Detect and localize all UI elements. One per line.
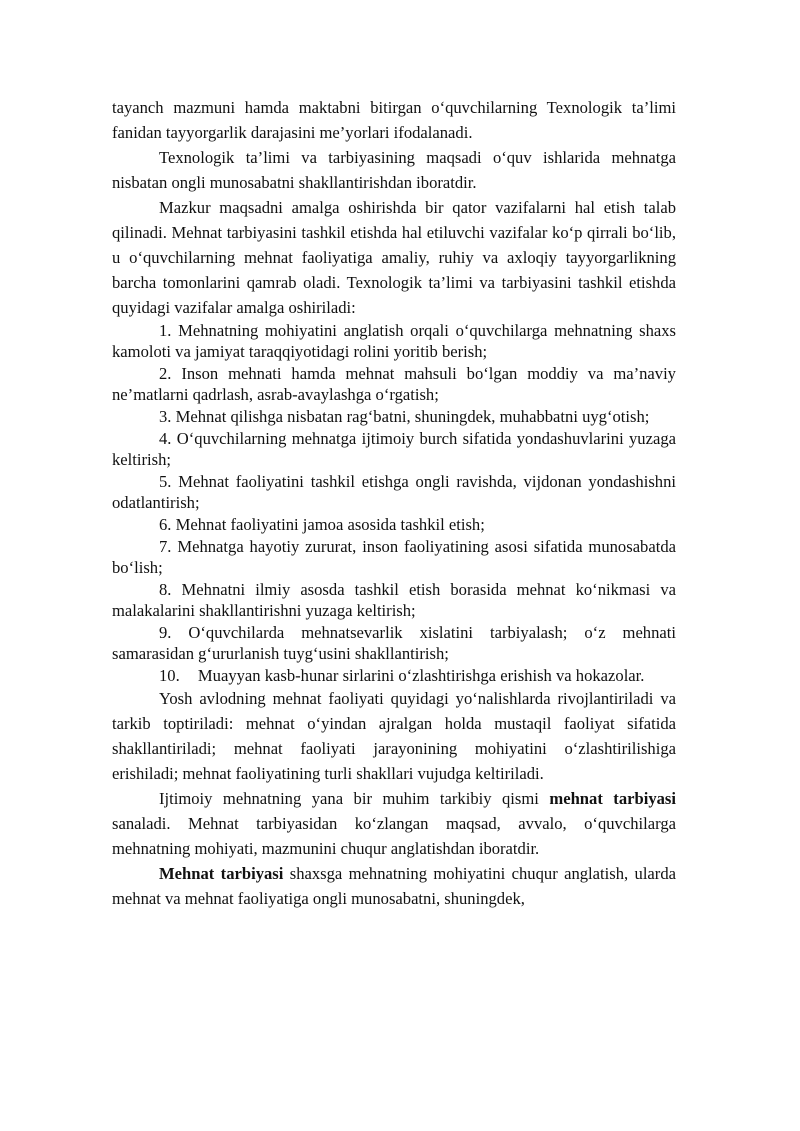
tasks-paragraph: Mazkur maqsadni amalga oshirishda bir qator vazifalarni hal etish talab qilinadi. Mehnat tarbiyasini tashkil etishda hal etiluvchi vazifalar ko‘p qirrali bo‘lib, u o‘quvchilarning mehnat faoliyatiga amaliy, ruhiy va axloqiy tayyorgarlikning barcha tomonlarini qamrab oladi. Texnologik ta’limi va tarbiyasini tashkil etishda quyidagi vazifalar amalga oshiriladi:	[112, 198, 676, 317]
list-item: 2. Inson mehnati hamda mehnat mahsuli bo‘lgan moddiy va ma’naviy ne’matlarni qadrlash, asrab-avaylashga o‘rgatish;	[112, 364, 676, 404]
definition-paragraph: Mehnat tarbiyasi shaxsga mehnatning mohiyatini chuqur anglatish, ularda mehnat va mehnat faoliyatiga ongli munosabatni, shuningdek,	[112, 864, 676, 908]
list-item: 10. Muayyan kasb-hunar sirlarini o‘zlashtirishga erishish va hokazolar.	[159, 666, 645, 685]
list-item: 9. O‘quvchilarda mehnatsevarlik xislatini tarbiyalash; o‘z mehnati samarasidan g‘ururlanish tuyg‘usini shakllantirish;	[112, 623, 676, 663]
tasks-list	[112, 320, 676, 686]
goal-paragraph: Texnologik ta’limi va tarbiyasining maqsadi o‘quv ishlarida mehnatga nisbatan ongli munosabatni shakllantirishdan iboratdir.	[112, 148, 676, 192]
list-item: 8. Mehnatni ilmiy asosda tashkil etish borasida mehnat ko‘nikmasi va malakalarini shakllantirishni yuzaga keltirish;	[112, 580, 676, 620]
labor-education-paragraph: Ijtimoiy mehnatning yana bir muhim tarkibiy qismi mehnat tarbiyasi sanaladi. Mehnat tarbiyasidan ko‘zlangan maqsad, avvalo, o‘quvchilarga mehnatning mohiyati, mazmunini chuqur anglatishdan iboratdir.	[112, 789, 676, 858]
document-page	[112, 95, 676, 911]
bold-term: mehnat tarbiyasi	[549, 789, 676, 808]
list-item: 1. Mehnatning mohiyatini anglatish orqali o‘quvchilarga mehnatning shaxs kamoloti va jamiyat taraqqiyotidagi rolini yoritib berish;	[112, 321, 676, 361]
bold-term: Mehnat tarbiyasi	[159, 864, 284, 883]
development-paragraph: Yosh avlodning mehnat faoliyati quyidagi yo‘nalishlarda rivojlantiriladi va tarkib toptiriladi: mehnat o‘yindan ajralgan holda mustaqil faoliyat sifatida shakllantiriladi; mehnat faoliyati jarayonining mohiyatini o‘zlashtirilishiga erishiladi; mehnat faoliyatining turli shakllari vujudga keltiriladi.	[112, 689, 676, 783]
list-item: 7. Mehnatga hayotiy zururat, inson faoliyatining asosi sifatida munosabatda bo‘lish;	[112, 537, 676, 577]
list-item: 4. O‘quvchilarning mehnatga ijtimoiy burch sifatida yondashuvlarini yuzaga keltirish;	[112, 429, 676, 469]
list-item: 3. Mehnat qilishga nisbatan rag‘batni, shuningdek, muhabbatni uyg‘otish;	[159, 407, 650, 426]
intro-paragraph: tayanch mazmuni hamda maktabni bitirgan o‘quvchilarning Texnologik ta’limi fanidan tayyorgarlik darajasini me’yorlari ifodalanadi.	[112, 98, 676, 142]
list-item: 5. Mehnat faoliyatini tashkil etishga ongli ravishda, vijdonan yondashishni odatlantirish;	[112, 472, 676, 512]
list-item: 6. Mehnat faoliyatini jamoa asosida tashkil etish;	[159, 515, 485, 534]
